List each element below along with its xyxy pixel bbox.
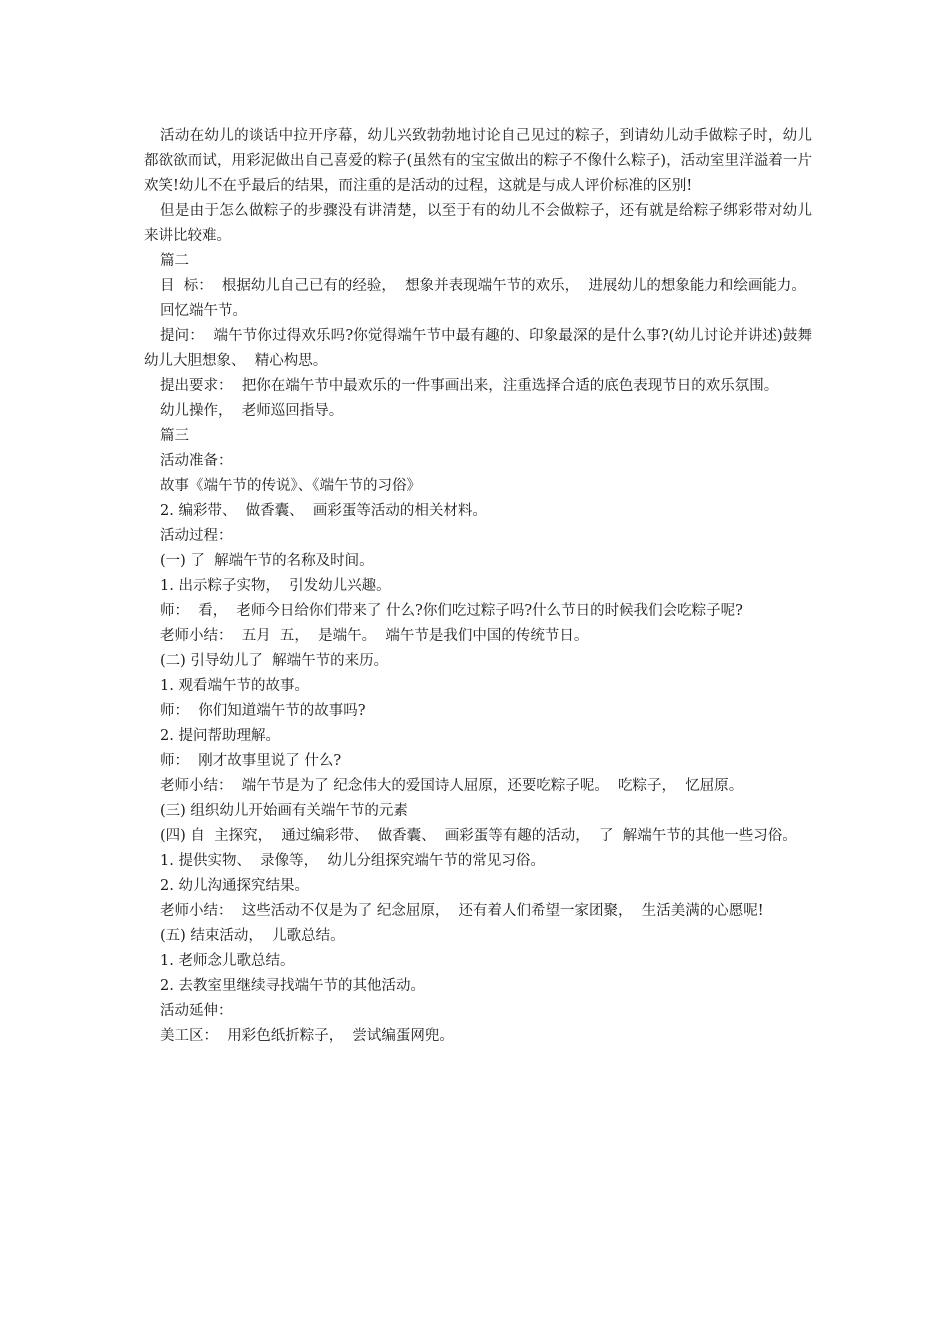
paragraph-step-3: (三) 组织幼儿开始画有关端午节的元素: [160, 803, 408, 819]
paragraph-teacher-dialog-1: 师： 看， 老师今日给你们带来了 什么?你们吃过粽子吗?什么节日的时候我们会吃粽子呢?: [160, 603, 743, 619]
paragraph-step-2: (二) 引导幼儿了 解端午节的来历。: [160, 653, 389, 669]
paragraph-shortcoming: 但是由于怎么做粽子的步骤没有讲清楚，以至于有的幼儿不会做粽子，还有就是给粽子绑彩带对幼儿来讲比较难。: [144, 203, 812, 244]
paragraph-requirement: 提出要求： 把你在端午节中最欢乐的一件事画出来，注重选择合适的底色表现节日的欢乐氛围。: [160, 378, 779, 394]
paragraph-process-title: 活动过程：: [160, 528, 233, 544]
paragraph-step-2-1: 1. 观看端午节的故事。: [160, 678, 309, 694]
paragraph-preparation-stories: 故事《端午节的传说》、《端午节的习俗》: [160, 478, 421, 494]
paragraph-step-4-1: 1. 提供实物、 录像等， 幼儿分组探究端午节的常见习俗。: [160, 853, 545, 869]
section-heading-2: 篇二: [160, 253, 189, 269]
paragraph-step-5-1: 1. 老师念儿歌总结。: [160, 953, 295, 969]
paragraph-extension-title: 活动延伸：: [160, 1003, 233, 1019]
paragraph-preparation-materials: 2. 编彩带、 做香囊、 画彩蛋等活动的相关材料。: [160, 503, 487, 519]
paragraph-step-1-1: 1. 出示粽子实物， 引发幼儿兴趣。: [160, 578, 391, 594]
paragraph-question: 提问： 端午节你过得欢乐吗?你觉得端午节中最有趣的、印象最深的是什么事?(幼儿讨论并讲述)鼓舞幼儿大胆想象、 精心构思。: [144, 328, 812, 369]
paragraph-step-5-2: 2. 去教室里继续寻找端午节的其他活动。: [160, 978, 425, 994]
paragraph-step-1: (一) 了 解端午节的名称及时间。: [160, 553, 374, 569]
paragraph-goal: 目 标： 根据幼儿自己已有的经验， 想象并表现端午节的欢乐， 进展幼儿的想象能力和绘画能力。: [160, 278, 806, 294]
paragraph-step-5: (五) 结束活动， 儿歌总结。: [160, 928, 345, 944]
paragraph-step-4: (四) 自 主探究， 通过编彩带、 做香囊、 画彩蛋等有趣的活动， 了 解端午节的其他一些习俗。: [160, 828, 797, 844]
paragraph-step-2-2: 2. 提问帮助理解。: [160, 728, 280, 744]
paragraph-art-area: 美工区： 用彩色纸折粽子， 尝试编蛋网兜。: [160, 1028, 454, 1044]
paragraph-operation: 幼儿操作， 老师巡回指导。: [160, 403, 344, 419]
paragraph-recall: 回忆端午节。: [160, 303, 247, 319]
section-heading-3: 篇三: [160, 428, 189, 444]
paragraph-teacher-dialog-3: 师： 刚才故事里说了 什么?: [160, 753, 342, 769]
paragraph-teacher-dialog-2: 师： 你们知道端午节的故事吗?: [160, 703, 366, 719]
paragraph-reflection: 活动在幼儿的谈话中拉开序幕，幼儿兴致勃勃地讨论自己见过的粽子，到请幼儿动手做粽子时，幼儿都欲欲而试，用彩泥做出自己喜爱的粽子(虽然有的宝宝做出的粽子不像什么粽子)，活动室里洋溢着一片欢笑!幼儿不在乎最后的结果，而注重的是活动的过程，这就是与成人评价标准的区别!: [144, 128, 812, 194]
paragraph-summary-3: 老师小结： 这些活动不仅是为了 纪念屈原， 还有着人们希望一家团聚， 生活美满的心愿呢!: [160, 903, 764, 919]
paragraph-summary-2: 老师小结： 端午节是为了 纪念伟大的爱国诗人屈原，还要吃粽子呢。 吃粽子， 忆屈原。: [160, 778, 744, 794]
paragraph-summary-1: 老师小结： 五月 五， 是端午。 端午节是我们中国的传统节日。: [160, 628, 589, 644]
document-page: [144, 124, 812, 1049]
paragraph-step-4-2: 2. 幼儿沟通探究结果。: [160, 878, 309, 894]
paragraph-preparation-title: 活动准备：: [160, 453, 233, 469]
